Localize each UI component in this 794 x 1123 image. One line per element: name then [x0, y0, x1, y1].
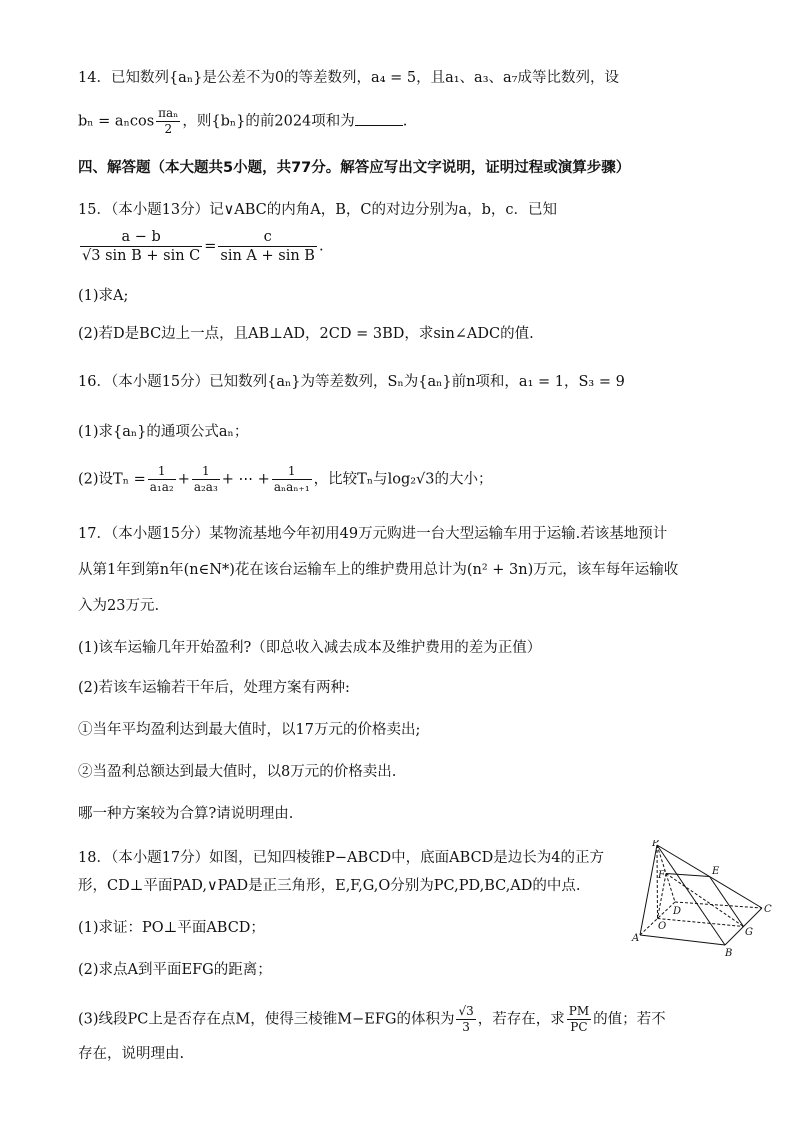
q15-part2: (2)若D是BC边上一点，且AB⊥AD，2CD = 3BD，求sin∠ADC的值. [78, 326, 534, 342]
label-A: A [632, 933, 640, 944]
q18-part3: (3)线段PC上是否存在点M，使得三棱锥M−EFG的体积为 $\frac{√3}{3}$ ，若存在，求 $\frac{PM}{PC}$ 的值；若不 [78, 1004, 666, 1034]
q15-equation: $\frac{a - b}{\text{√3 sin B + sin C}}$ = $\frac{c}{\text{sin A + sin B}}$ . [82, 229, 324, 264]
section-heading: 四、解答题（本大题共5小题，共77分。解答应写出文字说明，证明过程或演算步骤） [78, 160, 631, 176]
label-O: O [658, 921, 667, 932]
q16-part1: (1)求{aₙ}的通项公式aₙ； [78, 424, 249, 440]
q18-line1: 18．（本小题17分）如图，已知四棱锥P−ABCD中，底面ABCD是边长为4的正方 [78, 850, 605, 866]
q16-fraction-1: $\frac{1}{\text{a₁a₂}}$ [149, 464, 174, 494]
q17-line3: 入为23万元. [78, 598, 160, 614]
q17-part2: (2)若该车运输若干年后，处理方案有两种: [78, 680, 350, 696]
label-P: P [652, 840, 659, 849]
label-D: D [673, 906, 682, 917]
label-C: C [764, 904, 772, 915]
q16-fraction-3: $\frac{1}{\text{aₙaₙ₊₁}}$ [273, 464, 310, 494]
q14-line2: bₙ = aₙcos $\frac{\text{πaₙ}}{2}$ ，则{bₙ}的前2024项和为 . [78, 106, 408, 136]
q16-fraction-2: $\frac{1}{\text{a₂a₃}}$ [193, 464, 218, 494]
q18-part2: (2)求点A到平面EFG的距离； [78, 962, 272, 978]
q14-bn-def: bₙ = aₙcos [78, 113, 155, 130]
q17-line2: 从第1年到第n年(n∈N*)花在该台运输车上的维护费用总计为(n² + 3n)万元，该车每年运输收 [78, 562, 679, 578]
label-B: B [725, 948, 733, 959]
pyramid-figure [630, 840, 780, 960]
q17-option1: ①当年平均盈利达到最大值时，以17万元的价格卖出; [78, 722, 421, 738]
q18-fraction-volume: $\frac{√3}{3}$ [458, 1004, 474, 1034]
q14-line1: 14．已知数列{aₙ}是公差不为0的等差数列，a₄ = 5，且a₁、a₃、a₇成等比数列，设 [78, 70, 619, 86]
q16-part2: (2)设Tₙ = $\frac{1}{\text{a₁a₂}}$ + $\frac{1}{\text{a₂a₃}}$ + ⋯ + $\frac{1}{\text{aₙaₙ₊₁}}$ ，比较Tₙ与log₂√3的大小； [78, 464, 493, 494]
q17-part1: (1)该车运输几年开始盈利?（即总收入减去成本及维护费用的差为正值） [78, 640, 542, 656]
q14-answer-blank [355, 111, 403, 126]
q16-line1: 16．（本小题15分）已知数列{aₙ}为等差数列，Sₙ为{aₙ}前n项和，a₁ = 1，S₃ = 9 [78, 374, 625, 390]
q14-fraction: $\frac{\text{πaₙ}}{2}$ [158, 106, 179, 136]
q15-part1: (1)求A; [78, 288, 129, 304]
q17-question: 哪一种方案较为合算?请说明理由. [78, 806, 294, 822]
q15-fraction-right: $\frac{c}{\text{sin A + sin B}}$ [220, 229, 315, 264]
q15-fraction-left: $\frac{a - b}{\text{√3 sin B + sin C}}$ [82, 229, 201, 264]
label-F: F [658, 870, 665, 881]
q15-line1: 15．（本小题13分）记∨ABC的内角A，B，C的对边分别为a，b，c．已知 [78, 202, 558, 218]
q17-option2: ②当盈利总额达到最大值时，以8万元的价格卖出. [78, 764, 397, 780]
q17-line1: 17．（本小题15分）某物流基地今年初用49万元购进一台大型运输车用于运输.若该基地预计 [78, 526, 668, 542]
label-E: E [712, 866, 720, 877]
q14-sum-text: ，则{bₙ}的前2024项和为 [182, 113, 355, 130]
label-G: G [745, 927, 753, 938]
q18-fraction-ratio: $\frac{PM}{PC}$ [568, 1004, 590, 1034]
q18-part3-line2: 存在，说明理由. [78, 1046, 185, 1062]
q18-part1: (1)求证：PO⊥平面ABCD； [78, 920, 265, 936]
q18-line2: 形，CD⊥平面PAD,∨PAD是正三角形，E,F,G,O分别为PC,PD,BC,AD的中点. [78, 878, 581, 894]
